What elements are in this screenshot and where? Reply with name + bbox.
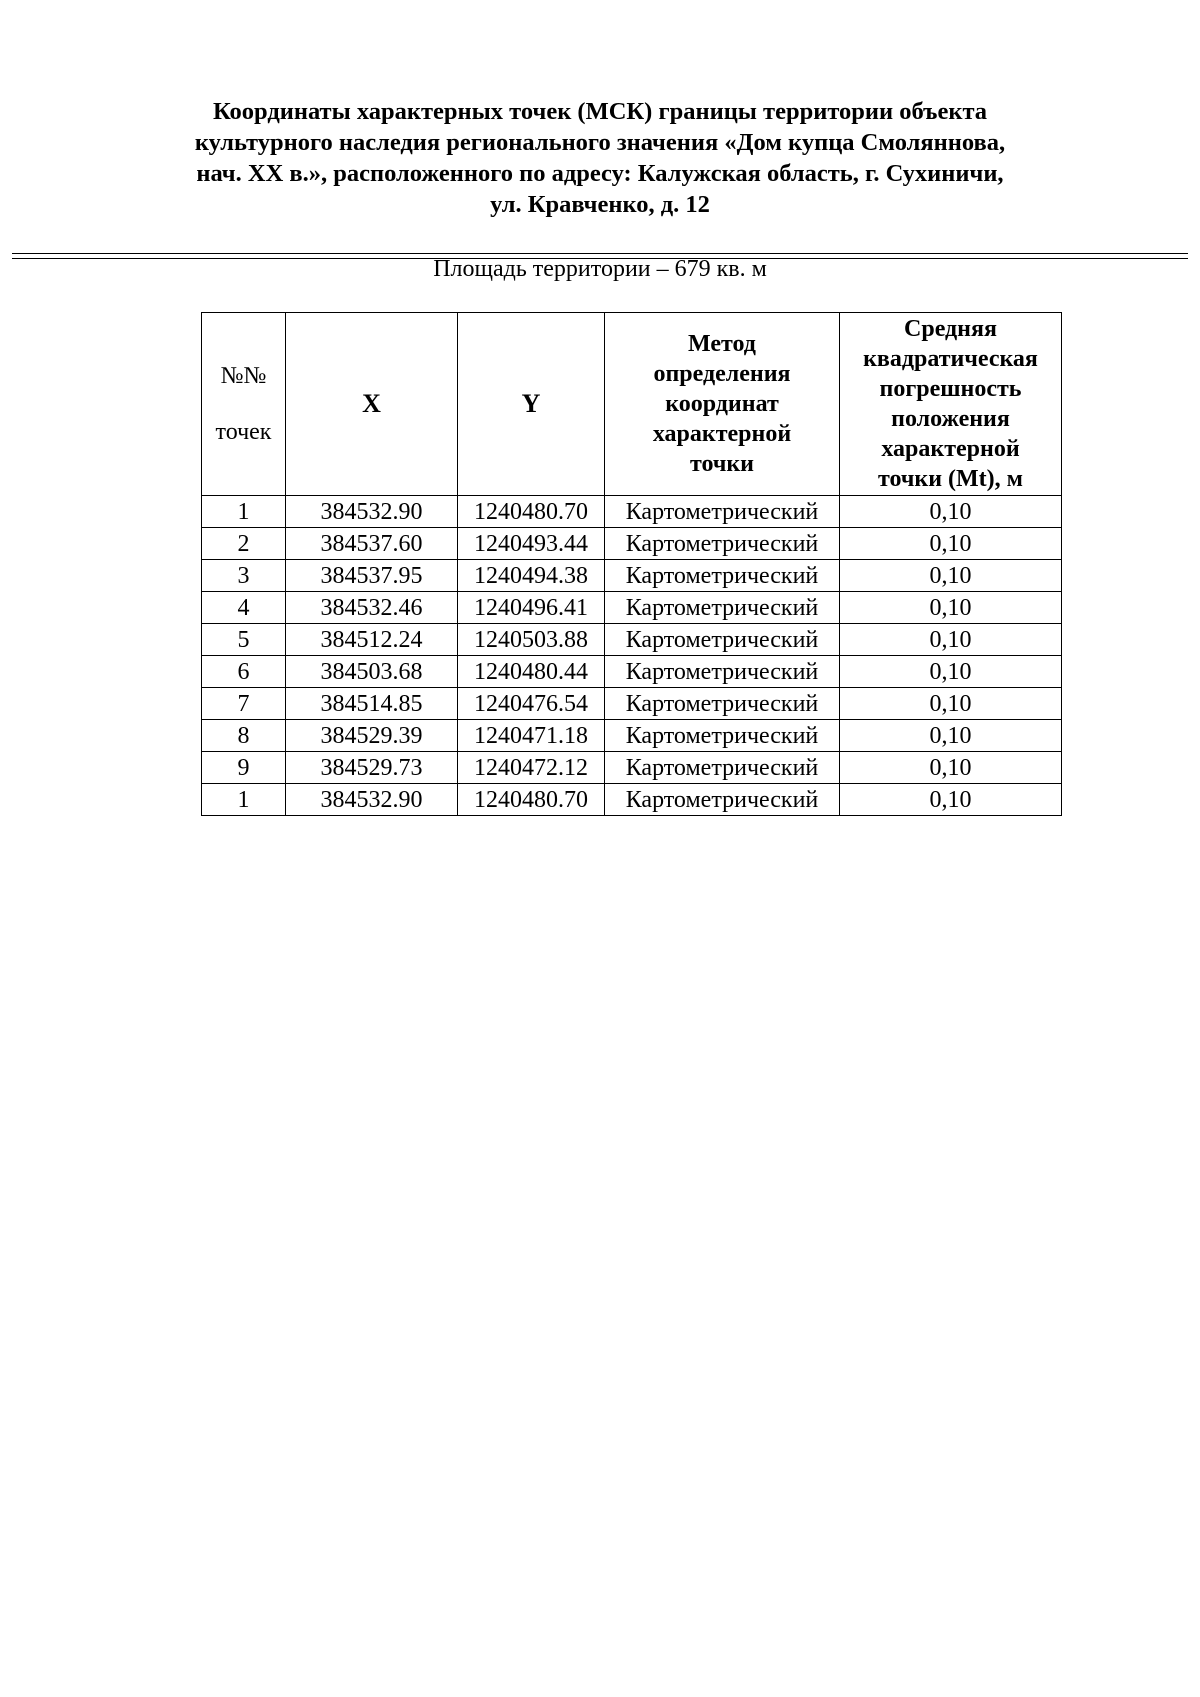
table-row xyxy=(202,496,1062,528)
cell-x: 384514.85 xyxy=(286,688,458,720)
cell-method: Картометрический xyxy=(605,496,840,528)
cell-x: 384532.46 xyxy=(286,592,458,624)
cell-point-number: 3 xyxy=(202,560,286,592)
cell-point-number: 8 xyxy=(202,720,286,752)
cell-point-number: 1 xyxy=(202,496,286,528)
header-text: характерной xyxy=(652,421,792,447)
cell-y: 1240480.70 xyxy=(458,496,605,528)
cell-error: 0,10 xyxy=(840,592,1062,624)
cell-y: 1240496.41 xyxy=(458,592,605,624)
cell-x: 384529.39 xyxy=(286,720,458,752)
table-row xyxy=(202,560,1062,592)
cell-x: 384537.60 xyxy=(286,528,458,560)
territory-area: Площадь территории – 679 кв. м xyxy=(433,256,767,282)
cell-point-number: 5 xyxy=(202,624,286,656)
title-line: нач. XX в.», расположенного по адресу: Калужская область, г. Сухиничи, xyxy=(196,160,1004,187)
cell-point-number: 1 xyxy=(202,784,286,816)
cell-method: Картометрический xyxy=(605,784,840,816)
table-row xyxy=(202,656,1062,688)
title-line: культурного наследия регионального значения «Дом купца Смоляннова, xyxy=(194,129,1006,156)
cell-method: Картометрический xyxy=(605,560,840,592)
cell-x: 384532.90 xyxy=(286,496,458,528)
header-text: положения xyxy=(891,406,1010,432)
cell-point-number: 4 xyxy=(202,592,286,624)
cell-method: Картометрический xyxy=(605,720,840,752)
table-header-row xyxy=(202,313,1062,496)
cell-error: 0,10 xyxy=(840,496,1062,528)
cell-error: 0,10 xyxy=(840,688,1062,720)
header-text: характерной xyxy=(881,436,1020,462)
cell-error: 0,10 xyxy=(840,656,1062,688)
header-mean-error xyxy=(840,313,1062,496)
cell-point-number: 6 xyxy=(202,656,286,688)
cell-x: 384529.73 xyxy=(286,752,458,784)
cell-x: 384532.90 xyxy=(286,784,458,816)
table-row xyxy=(202,624,1062,656)
header-y: Y xyxy=(458,313,605,496)
header-text: погрешность xyxy=(879,376,1022,402)
header-method xyxy=(605,313,840,496)
header-text: точки xyxy=(689,451,755,477)
cell-error: 0,10 xyxy=(840,784,1062,816)
cell-x: 384512.24 xyxy=(286,624,458,656)
table-row xyxy=(202,784,1062,816)
header-text: определения xyxy=(653,361,791,387)
cell-error: 0,10 xyxy=(840,560,1062,592)
header-text: №№ xyxy=(220,363,267,389)
coordinates-table xyxy=(201,312,1062,816)
table-row xyxy=(202,720,1062,752)
table-row xyxy=(202,528,1062,560)
cell-point-number: 2 xyxy=(202,528,286,560)
header-text: координат xyxy=(665,391,779,417)
cell-y: 1240472.12 xyxy=(458,752,605,784)
document-title xyxy=(120,96,1080,220)
cell-y: 1240480.44 xyxy=(458,656,605,688)
table-row xyxy=(202,688,1062,720)
cell-error: 0,10 xyxy=(840,720,1062,752)
cell-error: 0,10 xyxy=(840,752,1062,784)
cell-method: Картометрический xyxy=(605,592,840,624)
cell-y: 1240476.54 xyxy=(458,688,605,720)
table-row xyxy=(202,752,1062,784)
cell-x: 384503.68 xyxy=(286,656,458,688)
header-text: Средняя xyxy=(904,316,997,342)
cell-method: Картометрический xyxy=(605,528,840,560)
header-text: точки (Mt), м xyxy=(877,466,1024,492)
cell-method: Картометрический xyxy=(605,752,840,784)
header-text: Метод xyxy=(688,331,756,357)
cell-y: 1240480.70 xyxy=(458,784,605,816)
cell-y: 1240503.88 xyxy=(458,624,605,656)
cell-y: 1240494.38 xyxy=(458,560,605,592)
header-text: квадратическая xyxy=(863,346,1038,372)
cell-error: 0,10 xyxy=(840,624,1062,656)
title-line: Координаты характерных точек (МСК) границы территории объекта xyxy=(212,98,988,125)
cell-method: Картометрический xyxy=(605,656,840,688)
cell-error: 0,10 xyxy=(840,528,1062,560)
cell-y: 1240471.18 xyxy=(458,720,605,752)
cell-method: Картометрический xyxy=(605,624,840,656)
header-point-number xyxy=(202,313,286,496)
cell-point-number: 7 xyxy=(202,688,286,720)
header-x: X xyxy=(286,313,458,496)
title-line: ул. Кравченко, д. 12 xyxy=(490,191,710,218)
table-row xyxy=(202,592,1062,624)
cell-y: 1240493.44 xyxy=(458,528,605,560)
cell-method: Картометрический xyxy=(605,688,840,720)
header-text: точек xyxy=(215,419,272,445)
cell-point-number: 9 xyxy=(202,752,286,784)
cell-x: 384537.95 xyxy=(286,560,458,592)
